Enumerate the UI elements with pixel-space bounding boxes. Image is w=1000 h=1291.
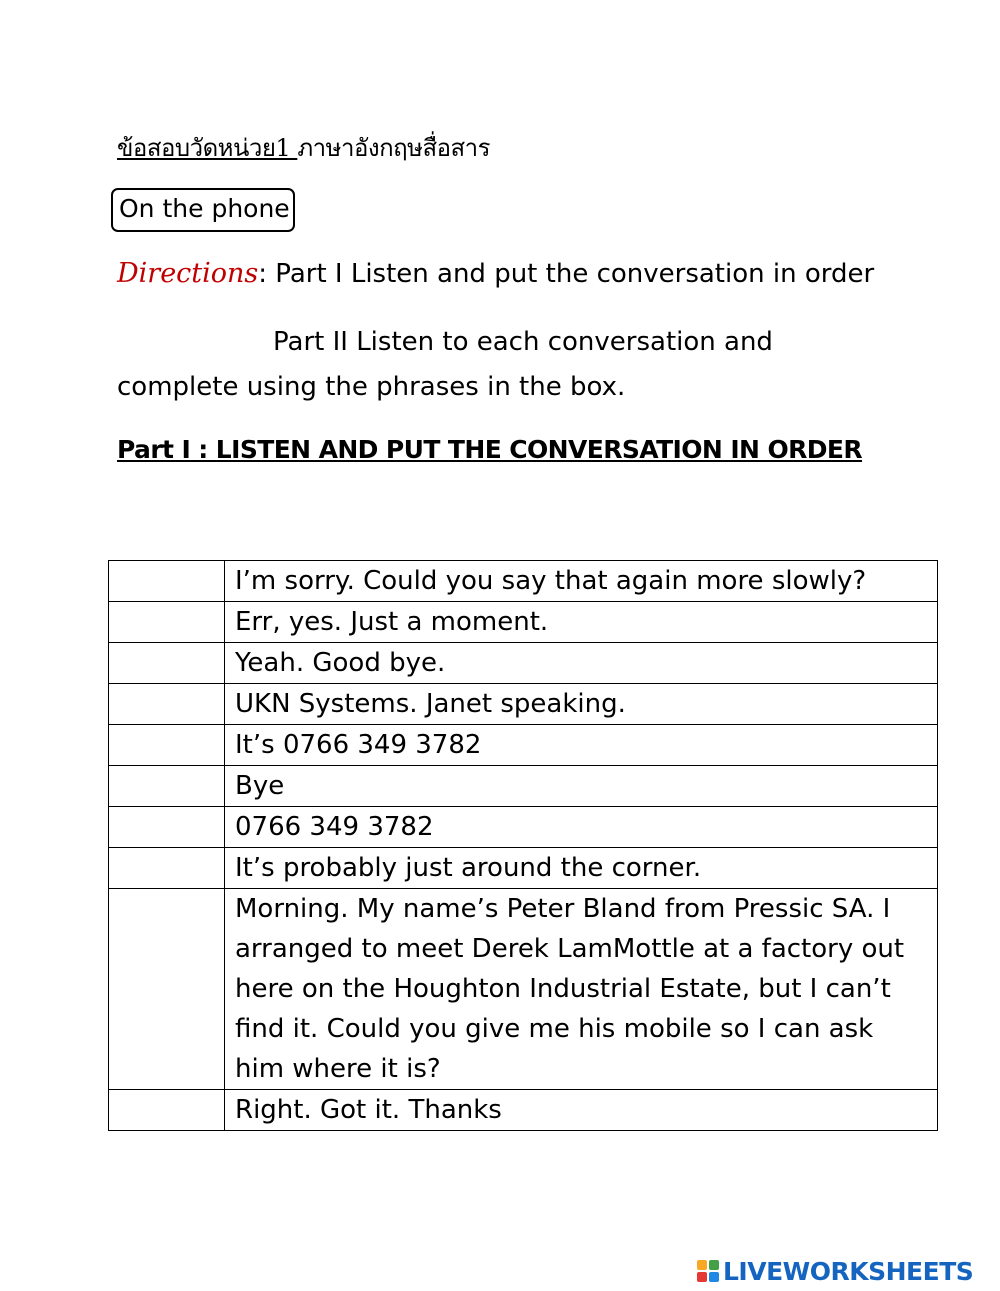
liveworksheets-logo [697,1253,973,1289]
title-subject: ภาษาอังกฤษสื่อสาร [297,134,491,162]
conversation-line: 0766 349 3782 [225,807,938,848]
part1-heading: Part I : LISTEN AND PUT THE CONVERSATION IN ORDER [117,435,863,464]
conversation-line: Err, yes. Just a moment. [225,602,938,643]
order-number-cell[interactable] [109,725,225,766]
table-row [109,602,938,643]
order-number-cell[interactable] [109,889,225,1090]
liveworksheets-logo-icon [697,1260,719,1282]
order-number-cell[interactable] [109,807,225,848]
table-row [109,684,938,725]
conversation-line: UKN Systems. Janet speaking. [225,684,938,725]
table-row [109,1090,938,1131]
conversation-order-table [108,560,938,1131]
directions-label: Directions [117,258,259,289]
table-row [109,725,938,766]
conversation-line: It’s 0766 349 3782 [225,725,938,766]
directions-line [117,258,874,289]
table-row [109,807,938,848]
directions-part2-line1: Part II Listen to each conversation and [273,327,773,357]
order-number-cell[interactable] [109,602,225,643]
table-row [109,848,938,889]
order-number-cell[interactable] [109,766,225,807]
order-number-cell[interactable] [109,643,225,684]
title-unit-test: ข้อสอบวัดหน่วย1 [117,134,298,162]
table-row [109,766,938,807]
table-row [109,643,938,684]
logo-text: LIVEWORKSHEETS [723,1256,974,1286]
directions-part1: : Part I Listen and put the conversation in order [258,259,875,289]
conversation-line: It’s probably just around the corner. [225,848,938,889]
table-row [109,889,938,1090]
order-number-cell[interactable] [109,561,225,602]
conversation-line: Right. Got it. Thanks [225,1090,938,1131]
directions-part2-line2: complete using the phrases in the box. [117,372,626,402]
conversation-line: Morning. My name’s Peter Bland from Pressic SA. I arranged to meet Derek LamMottle at a factory out here on the Houghton Industrial Estate, but I can’t find it. Could you give me his mobile so I can ask him where it is? [225,889,938,1090]
order-number-cell[interactable] [109,684,225,725]
conversation-line: I’m sorry. Could you say that again more slowly? [225,561,938,602]
order-number-cell[interactable] [109,1090,225,1131]
conversation-line: Yeah. Good bye. [225,643,938,684]
order-number-cell[interactable] [109,848,225,889]
page-title [117,128,490,167]
table-row [109,561,938,602]
topic-box: On the phone [111,188,295,232]
conversation-line: Bye [225,766,938,807]
